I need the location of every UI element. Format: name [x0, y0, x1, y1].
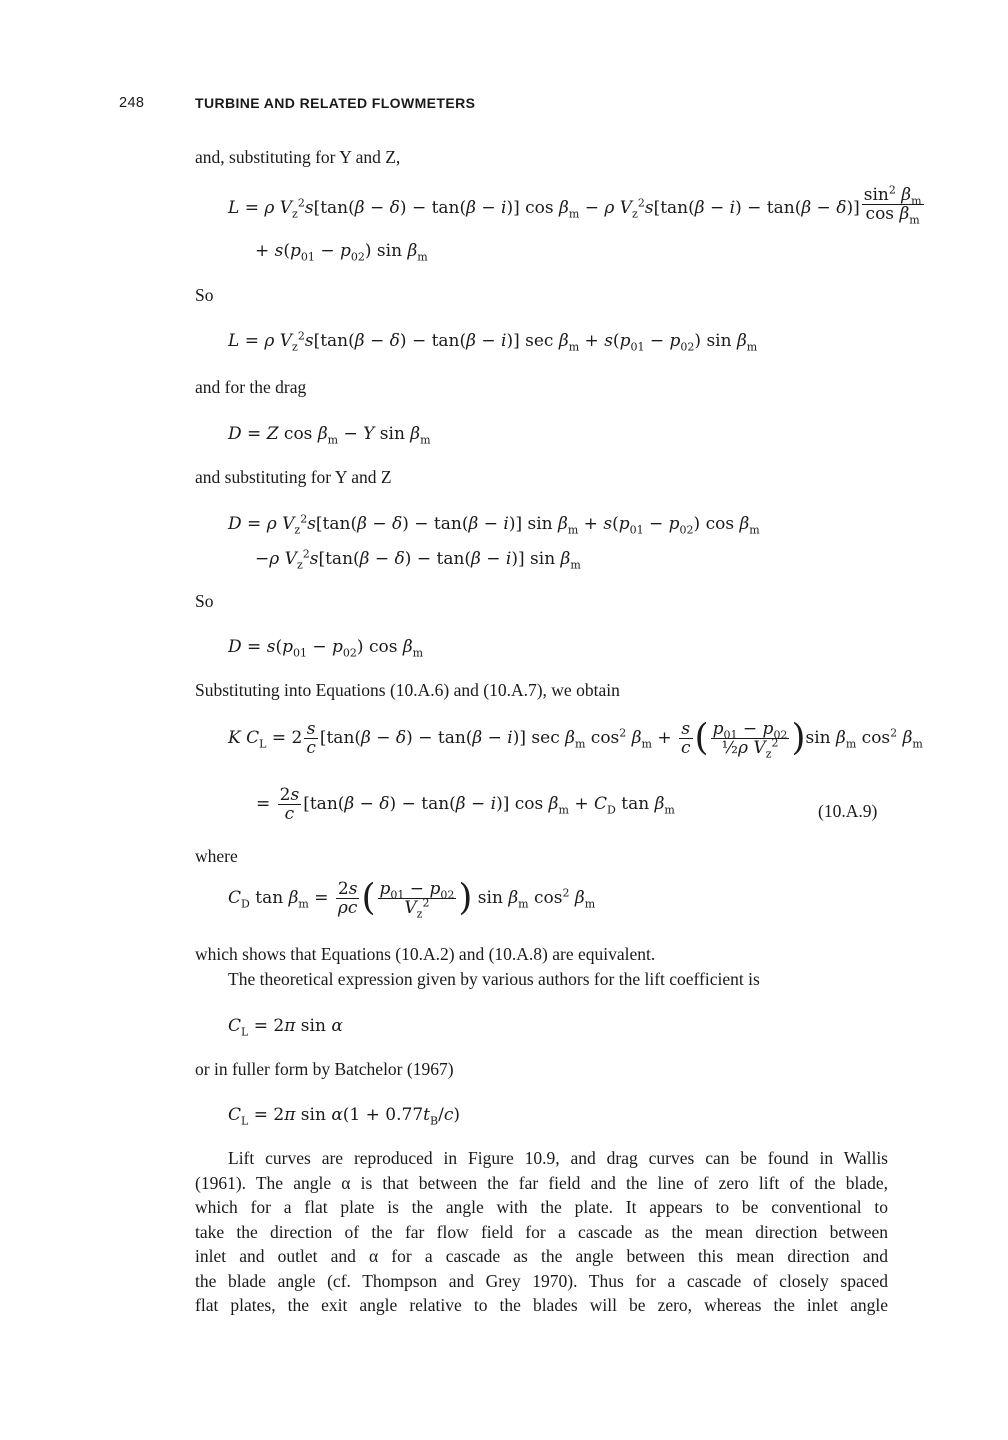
equation-drag-3: $D = s(p_{01} - p_{02})$ $\cos \beta_m$: [228, 637, 424, 660]
paragraph-line: (1961). The angle α is that between the far field and the line of zero lift of the blade,: [195, 1172, 888, 1193]
body-paragraph: [195, 1146, 888, 1318]
text-line: So: [195, 591, 214, 611]
running-title: TURBINE AND RELATED FLOWMETERS: [195, 95, 476, 111]
paragraph-line: the blade angle (cf. Thompson and Grey 1970). Thus for a cascade of closely spaced: [195, 1270, 888, 1291]
equation-lift-2: L = ρ $V_z^2s[\tan(\beta - \delta) - \tan(\beta - i)]$ $\sec \beta_m + s(p_{01} - p_{02})$ $\sin \beta_m$: [228, 329, 758, 354]
equation-number: (10.A.9): [818, 801, 878, 821]
equation-drag-1: D = Z $\cos \beta_m - Y$ $\sin \beta_m$: [228, 424, 431, 447]
equation-kcl-2: = $\frac{2s}{c}$ [tan(β − δ) − tan(β − i)] $\cos \beta_m + C_D$ $\tan \beta_m$: [256, 785, 675, 824]
paragraph-line: flat plates, the exit angle relative to the blades will be zero, whereas the inlet angle: [195, 1295, 888, 1315]
paragraph-line: which for a flat plate is the angle with the plate. It appears to be conventional to: [195, 1197, 888, 1217]
text-line: and substituting for Y and Z: [195, 467, 392, 487]
equation-lift-1-cont: + $s(p_{01} - p_{02})$ $\sin \beta_m$: [255, 241, 428, 264]
paragraph-line: Lift curves are reproduced in Figure 10.9, and drag curves can be found in Wallis: [228, 1148, 888, 1168]
text-line: which shows that Equations (10.A.2) and (10.A.8) are equivalent.: [195, 944, 656, 964]
equation-lift-1: L = ρ $V_z^2s[\tan(\beta - \delta) - \tan(\beta - i)]$ $\cos \beta_m - \rho$ $V_z^2s[\tan(\beta - i) - \tan(\beta - \delta)]$ $\frac{\sin^2 \beta_m}{\cos \beta_m}$: [228, 183, 922, 227]
text-line: and, substituting for Y and Z,: [195, 147, 401, 167]
equation-drag-2-cont: −ρ $V_z^2s[\tan(\beta - \delta) - \tan(\beta - i)]$ $\sin \beta_m$: [255, 547, 581, 572]
equation-kcl-1: K $C_L = 2$ $\frac{s}{c}$ [tan(β − δ) − tan(β − i)] $\sec \beta_m$ $\cos^2 \beta_m$ + $\frac{s}{c}$ ( $\frac{p_{01} - p_{02}}{\frac{1}{2}\rho V_z^2}$ )sin $\beta_m$ $\cos^2 \beta_m$: [228, 717, 923, 761]
text-line: and for the drag: [195, 377, 307, 397]
paragraph-line: inlet and outlet and α for a cascade as the angle between this mean direction and: [195, 1246, 888, 1266]
equation-drag-2: D = ρ $V_z^2s[\tan(\beta - \delta) - \tan(\beta - i)]$ $\sin \beta_m + s(p_{01} - p_{02})$ $\cos \beta_m$: [228, 512, 760, 537]
text-line: or in fuller form by Batchelor (1967): [195, 1059, 454, 1079]
paragraph-line: take the direction of the far flow field for a cascade as the mean direction between: [195, 1221, 888, 1242]
page-number: 248: [119, 95, 145, 111]
text-line: Substituting into Equations (10.A.6) and (10.A.7), we obtain: [195, 680, 620, 700]
equation-cd: $C_D$ $\tan \beta_m$ = $\frac{2s}{\rho c}$ ( $\frac{p_{01} - p_{02}}{V_z^2}$ ) $\sin \beta_m$ $\cos^2 \beta_m$: [228, 877, 596, 921]
text-line: So: [195, 285, 214, 305]
equation-cl-2: $C_L = 2\pi$ $\sin \alpha(1 + 0.77t_B/c)$: [228, 1105, 460, 1128]
equation-cl-1: $C_L = 2\pi$ sin α: [228, 1016, 343, 1039]
text-line: where: [195, 846, 238, 866]
text-line: The theoretical expression given by various authors for the lift coefficient is: [228, 969, 760, 989]
